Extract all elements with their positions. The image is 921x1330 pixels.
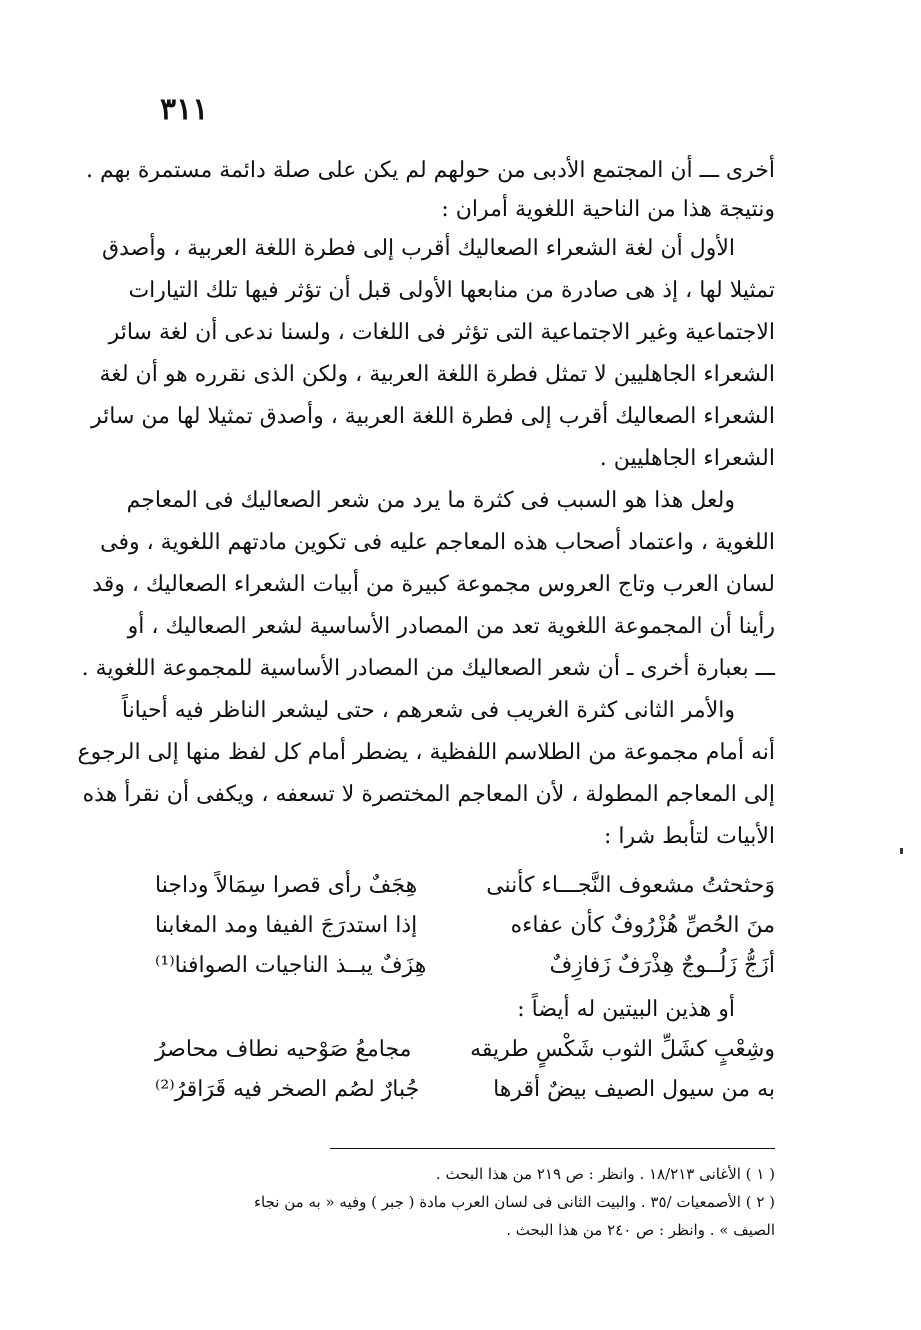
verse xyxy=(155,1070,775,1110)
verse-second-hemistich: هِزَفٌ يبــذ الناجيات الصوافنا⁽¹⁾ xyxy=(155,953,427,978)
footnotes xyxy=(155,1160,775,1244)
text-line: الشعراء الجاهليين لا تمثل فطرة اللغة العربية ، ولكن الذى نقرره هو أن لغة xyxy=(99,362,775,387)
text-line: إلى المعاجم المطولة ، لأن المعاجم المختصرة لا تسعفه ، ويكفى أن نقرأ هذه xyxy=(82,782,775,807)
verse xyxy=(155,866,775,906)
verse xyxy=(155,946,775,986)
text-line: والأمر الثانى كثرة الغريب فى شعرهم ، حتى ليشعر الناظر فيه أحياناً xyxy=(121,698,735,723)
text-line: ـــ بعبارة أخرى ـ أن شعر الصعاليك من المصادر الأساسية للمجموعة اللغوية . xyxy=(81,656,775,681)
verse-first-hemistich: وشِعْبٍ كشَلِّ الثوب شَكْسٍ طريقه xyxy=(470,1037,775,1062)
verse-first-hemistich: وَحثحثتُ مشعوف النَّجـــاء كأننى xyxy=(486,873,775,898)
body-text xyxy=(77,150,775,858)
verse-second-hemistich: جُبارٌ لصُم الصخر فيه قَرَاقرُ⁽²⁾ xyxy=(155,1077,420,1102)
text-line: الأول أن لغة الشعراء الصعاليك أقرب إلى فطرة اللغة العربية ، وأصدق xyxy=(102,236,735,261)
text-line: الشعراء الجاهليين . xyxy=(599,446,775,471)
verse-second-hemistich: مجامعُ صَوْحيه نطاف محاصرُ xyxy=(155,1037,412,1062)
verse xyxy=(155,1030,775,1070)
text-line: أو هذين البيتين له أيضاً : xyxy=(517,997,735,1022)
scan-speck xyxy=(900,848,903,854)
footnote-2: ( ٢ ) الأصمعيات /٣٥ . والبيت الثانى فى لسان العرب مادة ( جبر ) وفيه « به من نجاء xyxy=(254,1193,775,1211)
text-line: الشعراء الصعاليك أقرب إلى فطرة اللغة العربية ، وأصدق تمثيلا لها من سائر xyxy=(90,404,775,429)
verse-first-hemistich: منَ الحُصِّ هُزْرُوفٌ كأن عفاءه xyxy=(510,913,775,938)
page-number: ٣١١ xyxy=(160,92,209,127)
verse xyxy=(155,906,775,946)
poem-block-2 xyxy=(155,1030,775,1110)
text-line: الاجتماعية وغير الاجتماعية التى تؤثر فى اللغات ، ولسنا ندعى أن لغة سائر xyxy=(108,320,775,345)
text-line: اللغوية ، واعتماد أصحاب هذه المعاجم عليه فى تكوين مادتهم اللغوية ، وفى xyxy=(100,530,775,555)
text-line: أخرى ـــ أن المجتمع الأدبى من حولهم لم يكن على صلة دائمة مستمرة بهم . xyxy=(85,158,775,183)
verse-second-hemistich: إذا استدرَجَ الفيفا ومد المغابنا xyxy=(155,913,418,938)
verse-second-hemistich: هِجَفٌ رأى قصرا سِمَالاً وداجنا xyxy=(155,873,418,898)
footnote-1: ( ١ ) الأغانى ١٨/٢١٣ . وانظر : ص ٢١٩ من هذا البحث . xyxy=(435,1165,775,1183)
verse-first-hemistich: به من سيول الصيف بيضٌ أقرها xyxy=(493,1077,775,1102)
poem-intro xyxy=(155,990,775,1030)
text-line: لسان العرب وتاج العروس مجموعة كبيرة من أبيات الشعراء الصعاليك ، وقد xyxy=(92,572,775,597)
footnote-2-continued: الصيف » . وانظر : ص ٢٤٠ من هذا البحث . xyxy=(506,1221,775,1239)
verse-first-hemistich: أزَجُّ زَلُــوجٌ هِذْرَفٌ زَفازِفٌ xyxy=(549,953,775,978)
text-line: رأينا أن المجموعة اللغوية تعد من المصادر الأساسية لشعر الصعاليك ، أو xyxy=(127,614,775,639)
poem-block-1 xyxy=(155,866,775,986)
text-line: ولعل هذا هو السبب فى كثرة ما يرد من شعر الصعاليك فى المعاجم xyxy=(126,488,735,513)
footnote-separator xyxy=(330,1148,775,1149)
text-line: تمثيلا لها ، إذ هى صادرة من منابعها الأولى قبل أن تؤثر فيها تلك التيارات xyxy=(128,278,775,303)
text-line: أنه أمام مجموعة من الطلاسم اللفظية ، يضطر أمام كل لفظ منها إلى الرجوع xyxy=(77,740,775,765)
text-line: ونتيجة هذا من الناحية اللغوية أمران : xyxy=(441,197,775,222)
text-line: الأبيات لتأبط شرا : xyxy=(604,824,775,849)
